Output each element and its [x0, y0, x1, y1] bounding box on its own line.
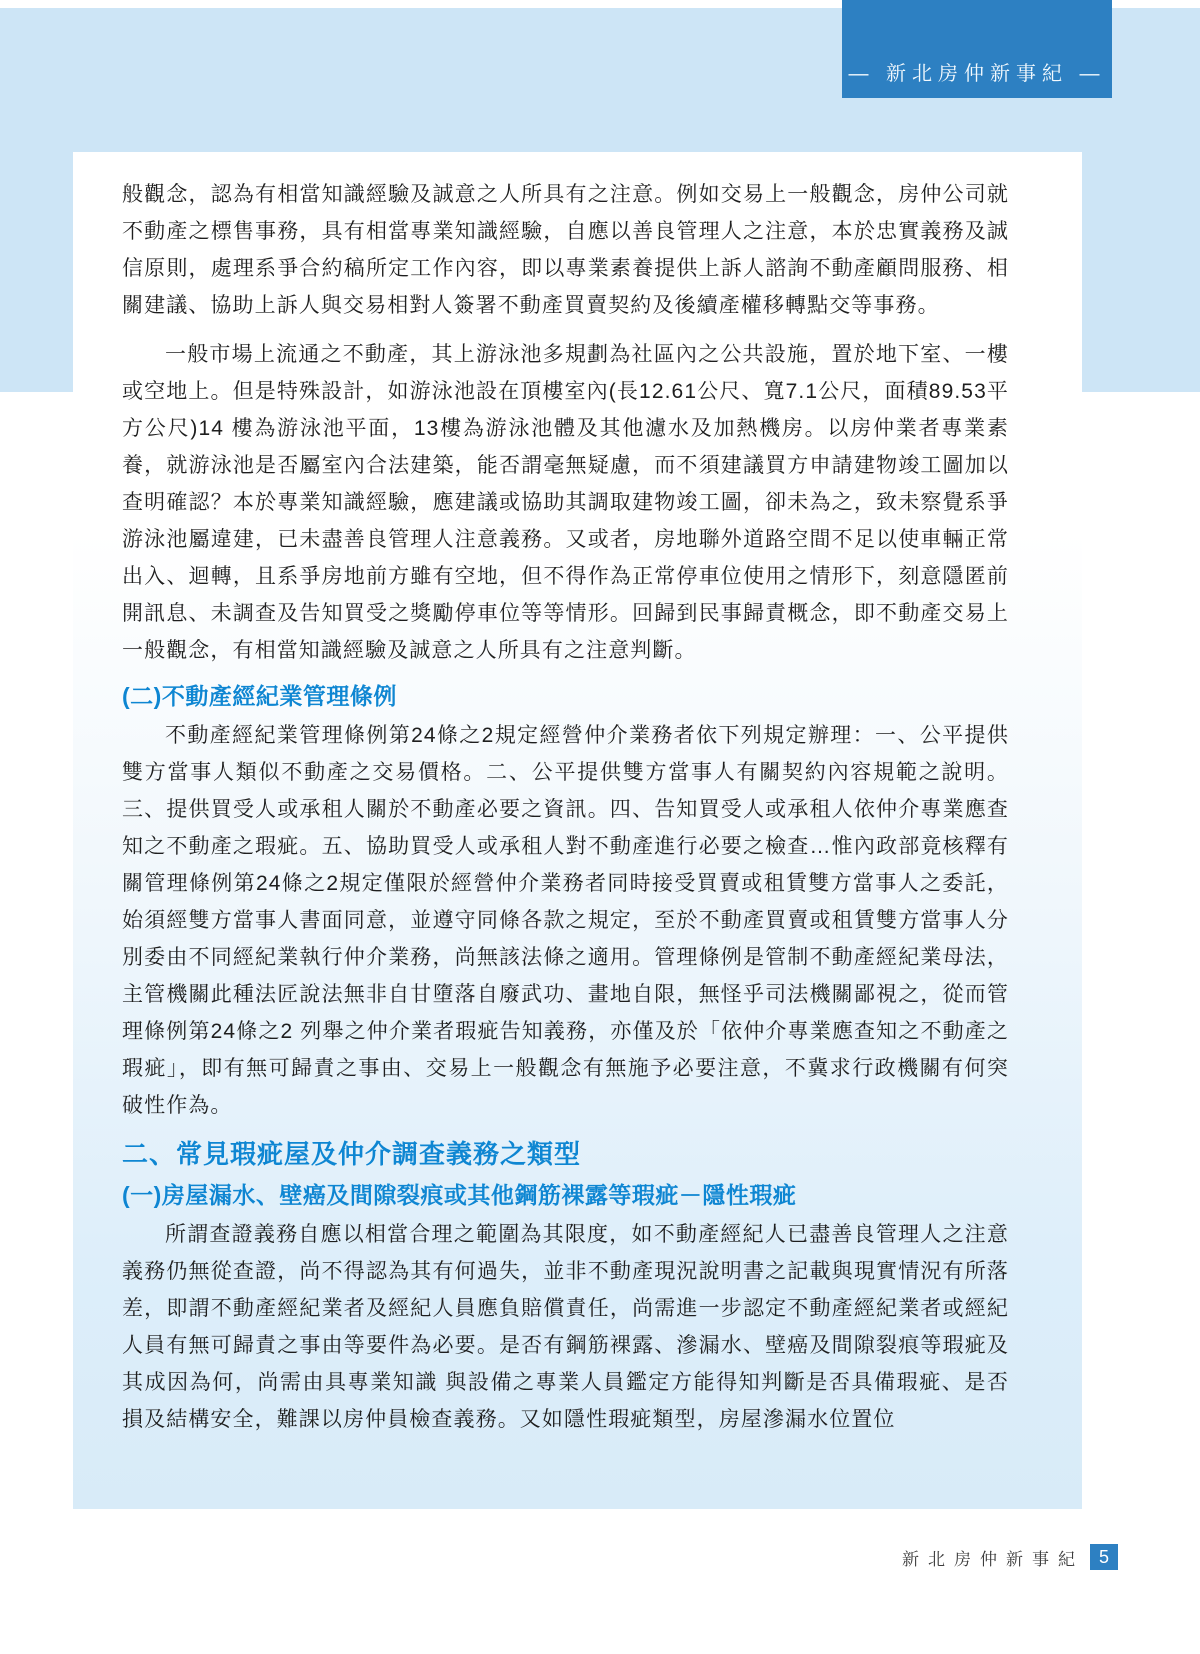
- page-footer: [902, 1544, 1118, 1570]
- section-heading-defect-types: 二、常見瑕疵屋及仲介調查義務之類型: [122, 1139, 582, 1169]
- paragraph-verification-duty: 所謂查證義務自應以相當合理之範圍為其限度，如不動產經紀人已盡善良管理人之注意義務仍無從查證，尚不得認為其有何過失，並非不動產現況說明書之記載與現實情況有所落差，即謂不動產經紀業者及經紀人員應負賠償責任，尚需進一步認定不動產經紀業者或經紀人員有無可歸責之事由等要件為必要。是否有鋼筋裸露、滲漏水、壁癌及間隙裂痕等瑕疵及其成因為何，尚需由具專業知識 與設備之專業人員鑑定方能得知判斷是否具備瑕疵、是否損及結構安全，難課以房仲員檢查義務。又如隱性瑕疵類型，房屋滲漏水位置位: [122, 1223, 1009, 1431]
- page-number-badge: 5: [1090, 1544, 1118, 1570]
- content-panel: [73, 152, 1082, 1509]
- paragraph-duty-of-care: 般觀念，認為有相當知識經驗及誠意之人所具有之注意。例如交易上一般觀念，房仲公司就不動產之標售事務，具有相當專業知識經驗，自應以善良管理人之注意，本於忠實義務及誠信原則，處理系爭合約稿所定工作內容，即以專業素養提供上訴人諮詢不動產顧問服務、相關建議、協助上訴人與交易相對人簽署不動產買賣契約及後續產權移轉點交等事務。: [122, 183, 1009, 317]
- paragraph-swimming-pool-case: 一般市場上流通之不動產，其上游泳池多規劃為社區內之公共設施，置於地下室、一樓或空地上。但是特殊設計，如游泳池設在頂樓室內(長12.61公尺、寬7.1公尺，面積89.53平方公尺)14 樓為游泳池平面，13樓為游泳池體及其他濾水及加熱機房。以房仲業者專業素養，就游泳池是否屬室內合法建築，能否謂毫無疑慮，而不須建議買方申請建物竣工圖加以查明確認？本於專業知識經驗，應建議或協助其調取建物竣工圖，卻未為之，致未察覺系爭游泳池屬違建，已未盡善良管理人注意義務。又或者，房地聯外道路空間不足以使車輛正常出入、迴轉，且系爭房地前方雖有空地，但不得作為正常停車位使用之情形下，刻意隱匿前開訊息、未調查及告知買受之獎勵停車位等等情形。回歸到民事歸責概念，即不動產交易上一般觀念，有相當知識經驗及誠意之人所具有之注意判斷。: [122, 343, 1009, 662]
- paragraph-brokerage-act-article24: 不動產經紀業管理條例第24條之2規定經營仲介業務者依下列規定辦理：一、公平提供雙方當事人類似不動產之交易價格。二、公平提供雙方當事人有關契約內容規範之說明。三、提供買受人或承租人關於不動產必要之資訊。四、告知買受人或承租人依仲介專業應查知之不動產之瑕疵。五、協助買受人或承租人對不動產進行必要之檢查…惟內政部竟核釋有關管理條例第24條之2規定僅限於經營仲介業務者同時接受買賣或租賃雙方當事人之委託，始須經雙方當事人書面同意，並遵守同條各款之規定，至於不動產買賣或租賃雙方當事人分別委由不同經紀業執行仲介業務，尚無該法條之適用。管理條例是管制不動產經紀業母法，主管機關此種法匠說法無非自甘墮落自廢武功、畫地自限，無怪乎司法機關鄙視之，從而管理條例第24條之2 列舉之仲介業者瑕疵告知義務，亦僅及於「依仲介專業應查知之不動產之瑕疵」，即有無可歸責之事由、交易上一般觀念有無施予必要注意，不冀求行政機關有何突破性作為。: [122, 724, 1009, 1117]
- footer-journal-title: 新北房仲新事紀: [902, 1549, 1084, 1569]
- masthead-title: — 新北房仲新事紀 —: [848, 63, 1106, 85]
- section-heading-hidden-defects: (一)房屋漏水、壁癌及間隙裂痕或其他鋼筋裸露等瑕疵－隱性瑕疵: [122, 1182, 797, 1208]
- masthead-box: [842, 0, 1112, 98]
- section-heading-brokerage-act: (二)不動產經紀業管理條例: [122, 683, 397, 709]
